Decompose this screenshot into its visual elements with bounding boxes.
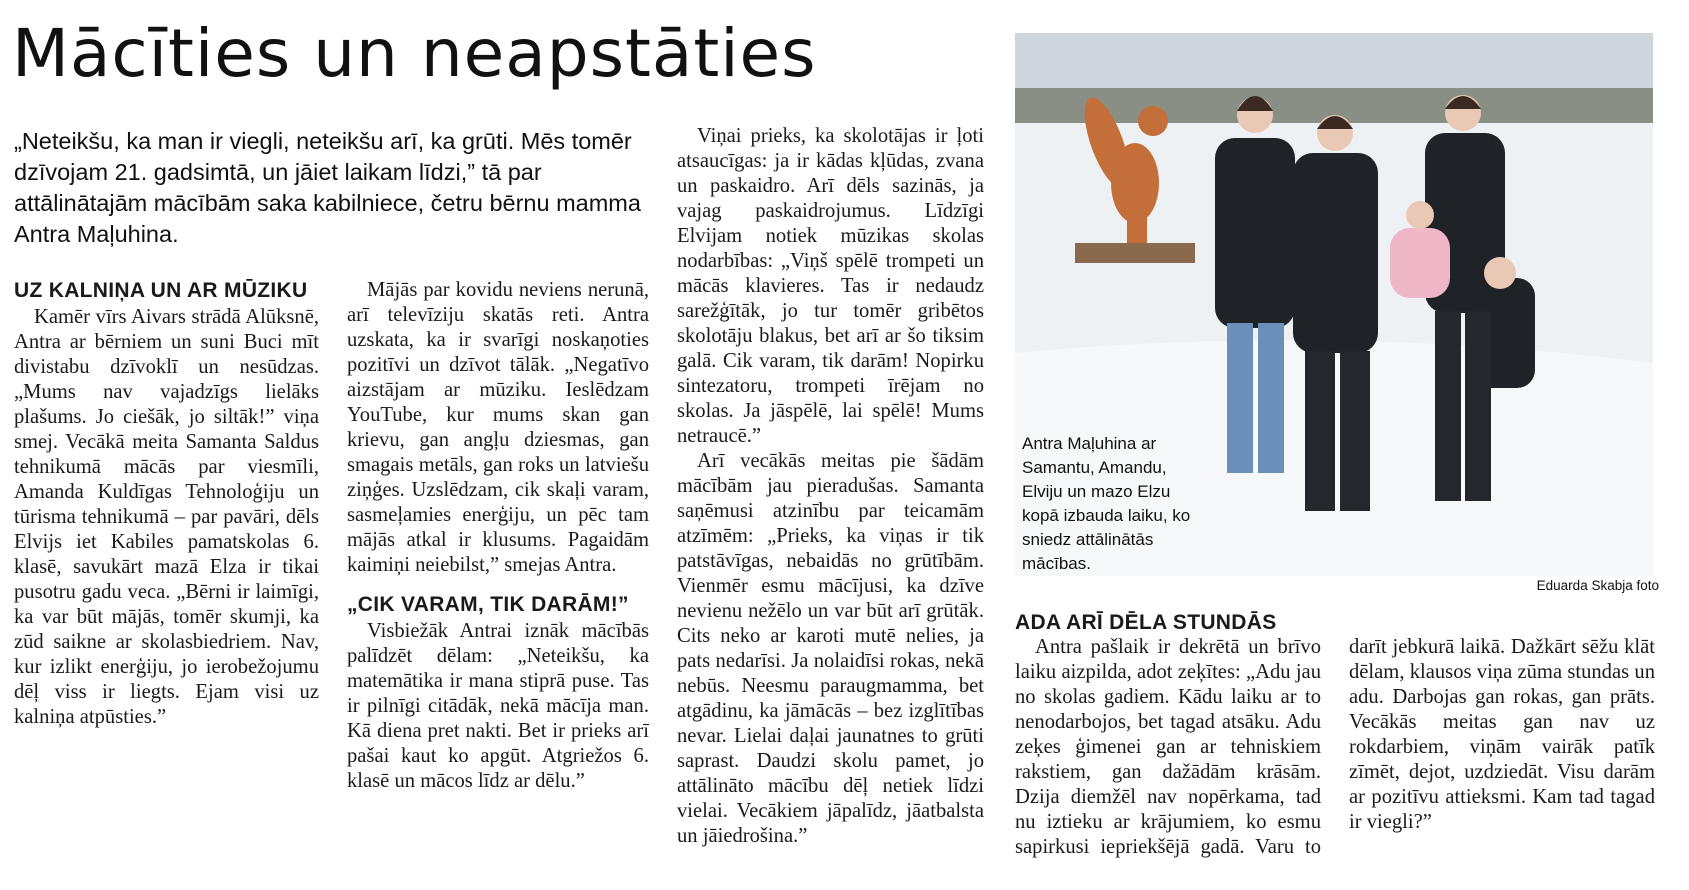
text-column-2	[347, 278, 649, 878]
paragraph: Kamēr vīrs Aivars strādā Alūksnē, Antra ar bērniem un suni Buci mīt divistabu dzīvoklī un nesūdzas. „Mums nav vajadzīgs lielāks plašums. Jo ciešāk, jo siltāk!” viņa smej. Vecākā meita Samanta Saldus tehnikumā mācās par viesmīli, Amanda Kuldīgas Tehnoloģiju un tūrisma tehnikumā – par pavāri, dēls Elvijs iet Kabiles pamatskolas 6. klasē, savukārt mazā Elza ir tikai pusotru gadu veca. „Bērni ir laimīgi, ka var būt mājās, tomēr skumji, ka zūd saikne ar skolasbiedriem. Nav, kur izlikt enerģiju, jo ierobežojumu dēļ viss ir liegts. Ejam visi uz kalniņa atpūsties.”	[14, 306, 319, 728]
paragraph: Arī vecākās meitas pie šādām mācībām jau pieradušas. Samanta saņēmusi atzinību par teicamām atzīmēm: „Prieks, ka viņas ir tik patstāvīgas, nebaidās no grūtībām. Vienmēr esmu mācījusi, ka dzīve nevienu nežēlo un var būt arī grūtāk. Cits neko ar karoti mutē nelies, ja pats nedarīsi. Ja nolaidīsi rokas, nekā nebūs. Neesmu paraugmamma, bet atgādinu, ka jāmācās – bez izglītības nevar. Lielai daļai jaunatnes to grūti saprast. Daudzi skolu pamet, jo attālināto mācību dēļ netiek līdzi vielai. Vecākiem jāpalīdz, jāatbalsta un jāiedrošina.”	[677, 450, 984, 847]
subheading-kalnins: UZ KALNIŅA UN AR MŪZIKU	[14, 279, 308, 302]
paragraph: Viņai prieks, ka skolotājas ir ļoti atsaucīgas: ja ir kādas kļūdas, zvana un paskaidro. Arī dēls sazinās, ja vajag paskaidrojumus. Līdzīgi Elvijam notiek mūzikas skolas nodarbības: „Viņš spēlē trompeti un mācās klavieres. Tas ir nedaudz sarežģītāk, jo tur tomēr gribētos skolotāju blakus, bet arī ar šo tiksim galā. Cik varam, tik darām! Nopirku sintezatoru, trompeti īrējam no skolas. Ja jāspēlē, lai spēlē! Mums netraucē.”	[677, 125, 984, 447]
photo-credit: Eduarda Skabja foto	[1536, 578, 1659, 593]
text-column-3	[677, 124, 984, 884]
subheading-ada: ADA ARĪ DĒLA STUNDĀS	[1015, 611, 1277, 634]
text-column-4	[1015, 635, 1655, 875]
subheading-cik-varam: „CIK VARAM, TIK DARĀM!”	[347, 593, 629, 616]
article-headline: Mācīties un neapstāties	[12, 15, 817, 92]
article-lead: „Neteikšu, ka man ir viegli, neteikšu arī, ka grūti. Mēs tomēr dzīvojam 21. gadsimtā, un jāiet laikam līdzi,” tā par attālinātajām mācībām saka kabilniece, četru bērnu mamma Antra Maļuhina.	[14, 128, 641, 247]
paragraph: Antra pašlaik ir dekrētā un brīvo laiku aizpilda, adot zeķītes: „Adu jau no skolas gadiem. Kādu laiku ar to nenodarbojos, bet tagad atsāku. Adu zeķes ģimenei gan ar tehniskiem rakstiem, gan dažādām krāsām. Dzija diemžēl nav nopērkama, tad nu iztieku ar krājumiem, ko esmu sapirkusi iepriekšējā gadā. Varu to darīt jebkurā laikā. Dažkārt sēžu klāt dēlam, klausos viņa zūma stundas un adu. Darbojas gan rokas, gan prāts. Vecākās meitas gan nav uz rokdarbiem, viņām vairāk patīk zīmēt, dejot, uzdziedāt. Visu darām ar pozitīvu attieksmi. Kam tad tagad ir viegli?”	[1015, 636, 1655, 858]
text-column-1	[14, 278, 319, 878]
paragraph: Visbiežāk Antrai iznāk mācībās palīdzēt dēlam: „Neteikšu, ka matemātika ir mana stiprā puse. Tas ir pilnīgi citādāk, nekā mācīja man. Kā diena pret nakti. Bet ir prieks arī pašai kaut ko apgūt. Atgriežos 6. klasē un mācos līdz ar dēlu.”	[347, 620, 649, 792]
photo-caption: Antra Maļuhina ar Samantu, Amandu, Elviju un mazo Elzu kopā izbauda laiku, ko sniedz attālinātās mācības.	[1022, 434, 1191, 573]
paragraph: Mājās par kovidu neviens nerunā, arī televīziju skatās reti. Antra uzskata, ka ir svarīgi noskaņoties pozitīvi un dzīvot tālāk. „Negatīvo aizstājam ar mūziku. Ieslēdzam YouTube, kur mums skan gan krievu, gan angļu dziesmas, gan smagais metāls, gan roks un latviešu ziņģes. Uzslēdzam, cik skaļi varam, sasmeļamies enerģiju, un pēc tam mājās atkal ir klusums. Pagaidām kaimiņi neiebilst,” smejas Antra.	[347, 279, 649, 576]
